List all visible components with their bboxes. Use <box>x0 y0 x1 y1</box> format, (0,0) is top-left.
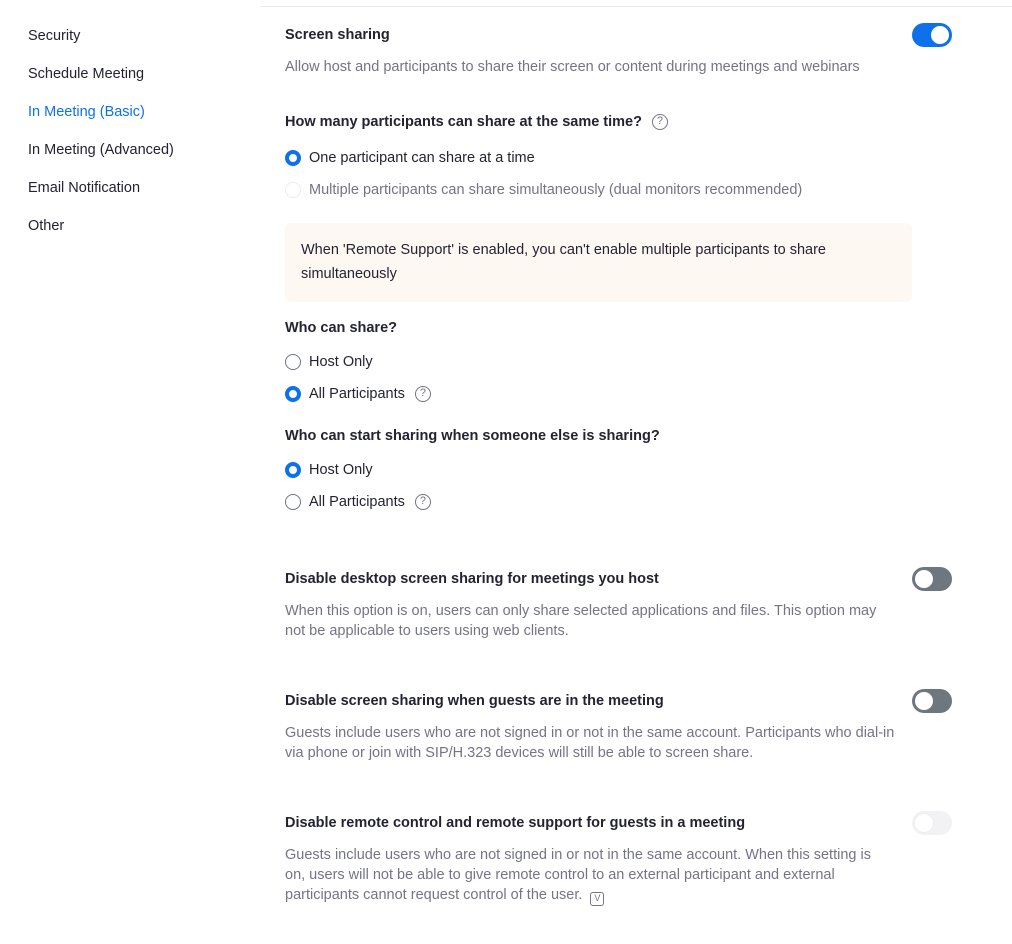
sidebar-item-in-meeting-advanced[interactable]: In Meeting (Advanced) <box>28 142 174 158</box>
radio-one-participant[interactable] <box>285 150 535 166</box>
sidebar-item-email-notification[interactable]: Email Notification <box>28 180 141 196</box>
disable-guest-sharing-title: Disable screen sharing when guests are in the meeting <box>285 693 664 709</box>
radio-label: All Participants <box>309 494 405 510</box>
radio-label: One participant can share at a time <box>309 150 535 166</box>
radio-button[interactable] <box>285 494 301 510</box>
description-text: Guests include users who are not signed in or not in the same account. When this setting is on, users will not be able to give remote control to an external participant and external participants cannot request control of the user. <box>285 847 871 903</box>
share-count-question <box>285 114 668 130</box>
disable-desktop-sharing-description: When this option is on, users can only share selected applications and files. This option may not be applicable to users using web clients. <box>285 603 877 639</box>
sidebar-item-in-meeting-basic[interactable]: In Meeting (Basic) <box>28 104 145 120</box>
toggle-knob <box>915 570 933 588</box>
radio-share-all-participants[interactable] <box>285 386 431 402</box>
who-can-share-question <box>285 320 397 336</box>
remote-support-notice: When 'Remote Support' is enabled, you can't enable multiple participants to share simultaneously <box>285 223 912 302</box>
info-icon[interactable]: V <box>590 892 604 906</box>
screen-sharing-title: Screen sharing <box>285 27 390 43</box>
disable-guest-sharing-description: Guests include users who are not signed in or not in the same account. Participants who dial-in via phone or join with SIP/H.323 devices will still be able to screen share. <box>285 725 895 761</box>
disable-desktop-sharing-title: Disable desktop screen sharing for meetings you host <box>285 571 659 587</box>
radio-label: Host Only <box>309 354 373 370</box>
sidebar-item-other[interactable]: Other <box>28 218 65 234</box>
radio-start-all-participants[interactable] <box>285 494 431 510</box>
radio-button[interactable] <box>285 354 301 370</box>
screen-sharing-description: Allow host and participants to share their screen or content during meetings and webinars <box>285 59 860 75</box>
share-count-question-text: How many participants can share at the same time? <box>285 114 642 130</box>
radio-share-host-only[interactable] <box>285 354 373 370</box>
sidebar-item-security[interactable]: Security <box>28 28 81 44</box>
radio-label: Host Only <box>309 462 373 478</box>
disable-desktop-sharing-toggle[interactable] <box>912 567 952 591</box>
radio-label: All Participants <box>309 386 405 402</box>
who-can-share-question-text: Who can share? <box>285 320 397 336</box>
toggle-knob <box>915 814 933 832</box>
who-can-start-question-text: Who can start sharing when someone else is sharing? <box>285 428 660 444</box>
top-divider <box>260 6 1012 7</box>
help-icon[interactable]: ? <box>652 114 668 130</box>
screen-sharing-toggle[interactable] <box>912 23 952 47</box>
radio-button-disabled <box>285 182 301 198</box>
radio-button-checked[interactable] <box>285 386 301 402</box>
disable-guest-sharing-toggle[interactable] <box>912 689 952 713</box>
radio-button-checked[interactable] <box>285 462 301 478</box>
help-icon[interactable]: ? <box>415 494 431 510</box>
toggle-knob <box>931 26 949 44</box>
who-can-start-question <box>285 428 660 444</box>
disable-remote-control-title: Disable remote control and remote support for guests in a meeting <box>285 815 746 831</box>
radio-start-host-only[interactable] <box>285 462 373 478</box>
radio-label: Multiple participants can share simultaneously (dual monitors recommended) <box>309 182 803 198</box>
toggle-knob <box>915 692 933 710</box>
settings-sidebar <box>28 26 248 254</box>
sidebar-item-schedule-meeting[interactable]: Schedule Meeting <box>28 66 145 82</box>
help-icon[interactable]: ? <box>415 386 431 402</box>
radio-button-checked[interactable] <box>285 150 301 166</box>
disable-remote-control-toggle <box>912 811 952 835</box>
disable-remote-control-description <box>285 845 895 906</box>
radio-multiple-participants <box>285 182 802 198</box>
